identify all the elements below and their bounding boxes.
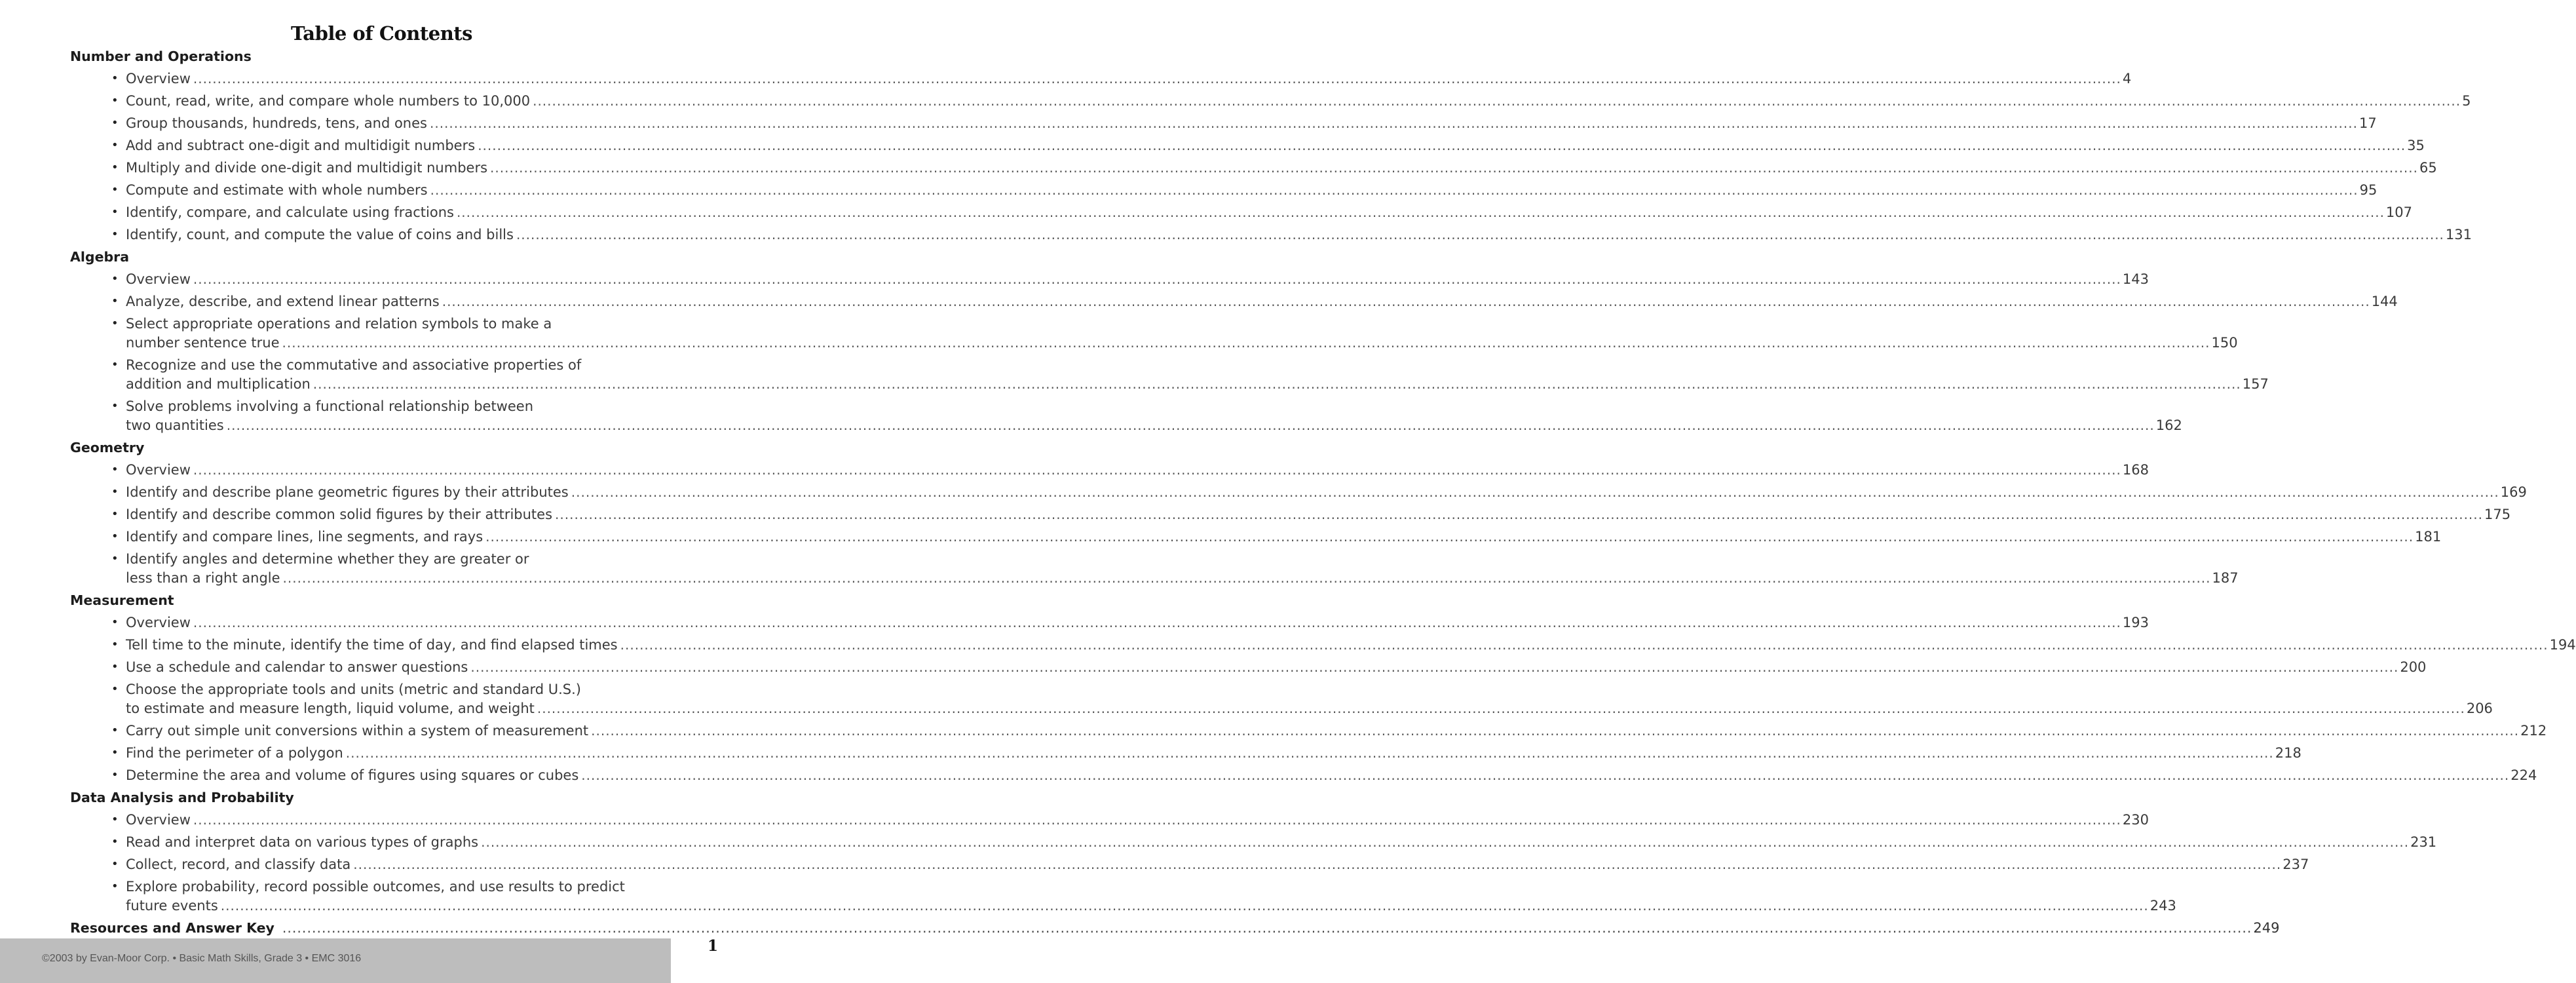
dot-leader: ................................................................................................................................................................................................................................................................................................................................................................................................................ — [282, 570, 2211, 586]
entry-page-number: 231 — [2410, 834, 2437, 850]
section-heading: Data Analysis and Probability — [70, 790, 294, 805]
bullet-icon: • — [111, 138, 119, 152]
toc-entry — [70, 481, 2527, 503]
entry-page-number: 107 — [2385, 204, 2413, 220]
entry-page-number: 230 — [2122, 812, 2149, 828]
entry-label: Compute and estimate with whole numbers — [126, 182, 428, 198]
dot-leader: ................................................................................................................................................................................................................................................................................................................................................................................................................ — [581, 767, 2510, 783]
entry-label-line: Solve problems involving a functional relationship between — [126, 398, 534, 414]
entry-page-number: 144 — [2371, 294, 2398, 309]
entry-page-number: 243 — [2150, 898, 2176, 914]
toc-entry — [70, 809, 2149, 831]
toc-entry — [70, 526, 2442, 548]
entry-label: Determine the area and volume of figures using squares or cubes — [126, 767, 579, 783]
toc-entry — [70, 876, 2176, 917]
bullet-icon: • — [111, 746, 119, 760]
entry-page-number: 150 — [2211, 335, 2238, 351]
entry-label: addition and multiplication — [126, 376, 311, 392]
footer-copyright: ©2003 by Evan-Moor Corp. • Basic Math Skills, Grade 3 • EMC 3016 — [42, 953, 362, 964]
dot-leader: ................................................................................................................................................................................................................................................................................................................................................................................................................ — [485, 529, 2414, 545]
bullet-icon: • — [111, 835, 119, 849]
bullet-icon: • — [111, 813, 119, 826]
entry-label: Analyze, describe, and extend linear patterns — [126, 294, 440, 309]
entry-page-number: 181 — [2415, 529, 2442, 545]
dot-leader: ................................................................................................................................................................................................................................................................................................................................................................................................................ — [490, 160, 2418, 176]
dot-leader: ................................................................................................................................................................................................................................................................................................................................................................................................................ — [456, 204, 2385, 220]
dot-leader: ................................................................................................................................................................................................................................................................................................................................................................................................................ — [429, 115, 2358, 131]
dot-leader: ................................................................................................................................................................................................................................................................................................................................................................................................................ — [470, 659, 2399, 675]
dot-leader: ................................................................................................................................................................................................................................................................................................................................................................................................................ — [430, 182, 2358, 198]
entry-label: less than a right angle — [126, 570, 280, 586]
toc-entry — [70, 67, 2132, 90]
bullet-icon: • — [111, 399, 119, 413]
entry-page-number: 169 — [2500, 484, 2527, 500]
toc-entry — [70, 112, 2377, 134]
entry-label: to estimate and measure length, liquid volume, and weight — [126, 701, 535, 716]
entry-label: Identify, compare, and calculate using fractions — [126, 204, 454, 220]
entry-label: number sentence true — [126, 335, 280, 351]
entry-label-line: Identify angles and determine whether they are greater or — [126, 551, 529, 567]
toc-entry — [70, 548, 2239, 589]
entry-label-line: Select appropriate operations and relation symbols to make a — [126, 316, 552, 332]
dot-leader: ................................................................................................................................................................................................................................................................................................................................................................................................................ — [282, 920, 2252, 936]
dot-leader: ................................................................................................................................................................................................................................................................................................................................................................................................................ — [571, 484, 2499, 500]
toc-entry — [70, 742, 2301, 764]
entry-label-line: Explore probability, record possible outcomes, and use results to predict — [126, 879, 625, 895]
entry-page-number: 65 — [2419, 160, 2437, 176]
bullet-icon: • — [111, 530, 119, 543]
dot-leader: ................................................................................................................................................................................................................................................................................................................................................................................................................ — [226, 417, 2155, 433]
entry-label: two quantities — [126, 417, 224, 433]
entry-page-number: 95 — [2359, 182, 2377, 198]
bullet-icon: • — [111, 660, 119, 674]
toc-entry — [70, 313, 2238, 354]
dot-leader: ................................................................................................................................................................................................................................................................................................................................................................................................................ — [313, 376, 2241, 392]
entry-page-number: 143 — [2122, 271, 2149, 287]
toc-entry — [70, 656, 2427, 678]
entry-label: Tell time to the minute, identify the time of day, and find elapsed times — [126, 637, 618, 653]
bullet-icon: • — [111, 317, 119, 330]
footer-bar — [0, 938, 671, 983]
toc-entry — [70, 503, 2511, 526]
entry-page-number: 17 — [2358, 115, 2377, 131]
bullet-icon: • — [111, 227, 119, 241]
dot-leader: ................................................................................................................................................................................................................................................................................................................................................................................................................ — [533, 93, 2461, 109]
entry-label: Identify and describe common solid figures by their attributes — [126, 507, 553, 522]
bullet-icon: • — [111, 205, 119, 219]
bullet-icon: • — [111, 463, 119, 476]
toc-entry — [70, 290, 2398, 313]
table-of-contents — [70, 45, 2576, 939]
toc-entry — [70, 853, 2309, 876]
dot-leader: ................................................................................................................................................................................................................................................................................................................................................................................................................ — [193, 462, 2121, 478]
toc-entry — [70, 634, 2576, 656]
toc-entry — [70, 720, 2547, 742]
dot-leader: ................................................................................................................................................................................................................................................................................................................................................................................................................ — [516, 227, 2444, 242]
entry-label: Identify, count, and compute the value of coins and bills — [126, 227, 514, 242]
dot-leader: ................................................................................................................................................................................................................................................................................................................................................................................................................ — [537, 701, 2465, 716]
dot-leader: ................................................................................................................................................................................................................................................................................................................................................................................................................ — [193, 812, 2121, 828]
toc-entry — [70, 134, 2425, 157]
entry-label: Use a schedule and calendar to answer questions — [126, 659, 468, 675]
page-number: 1 — [708, 937, 719, 955]
bullet-icon: • — [111, 183, 119, 197]
page-title: Table of Contents — [290, 22, 472, 45]
entry-page-number: 206 — [2466, 701, 2493, 716]
entry-label: Overview — [126, 71, 191, 87]
dot-leader: ................................................................................................................................................................................................................................................................................................................................................................................................................ — [555, 507, 2483, 522]
bullet-icon: • — [111, 272, 119, 286]
bullet-icon: • — [111, 552, 119, 566]
entry-page-number: 218 — [2275, 745, 2301, 761]
toc-entry — [70, 611, 2149, 634]
bullet-icon: • — [111, 723, 119, 737]
toc-entry — [70, 179, 2377, 201]
section-heading: Measurement — [70, 592, 174, 608]
toc-entry — [70, 459, 2149, 481]
entry-page-number: 200 — [2400, 659, 2427, 675]
entry-label: Overview — [126, 812, 191, 828]
toc-entry — [70, 201, 2413, 223]
entry-label: future events — [126, 898, 218, 914]
resources-label: Resources and Answer Key — [70, 920, 275, 936]
entry-label: Add and subtract one-digit and multidigit numbers — [126, 138, 476, 153]
entry-page-number: 162 — [2155, 417, 2182, 433]
entry-label: Collect, record, and classify data — [126, 857, 351, 872]
bullet-icon: • — [111, 507, 119, 521]
entry-page-number: 224 — [2510, 767, 2537, 783]
bullet-icon: • — [111, 294, 119, 308]
toc-entry — [70, 157, 2437, 179]
entry-label: Read and interpret data on various types of graphs — [126, 834, 479, 850]
section-heading: Number and Operations — [70, 48, 252, 64]
entry-label: Identify and describe plane geometric figures by their attributes — [126, 484, 569, 500]
bullet-icon: • — [111, 879, 119, 893]
entry-label: Count, read, write, and compare whole numbers to 10,000 — [126, 93, 531, 109]
entry-label-line: Recognize and use the commutative and associative properties of — [126, 357, 582, 373]
section-heading: Geometry — [70, 440, 145, 455]
toc-entry — [70, 678, 2493, 720]
dot-leader: ................................................................................................................................................................................................................................................................................................................................................................................................................ — [220, 898, 2149, 914]
entry-page-number: 157 — [2242, 376, 2269, 392]
entry-label-line: Choose the appropriate tools and units (metric and standard U.S.) — [126, 682, 581, 697]
entry-label: Identify and compare lines, line segments, and rays — [126, 529, 483, 545]
entry-label: Multiply and divide one-digit and multidigit numbers — [126, 160, 488, 176]
bullet-icon: • — [111, 116, 119, 130]
entry-label: Carry out simple unit conversions within a system of measurement — [126, 723, 589, 739]
entry-page-number: 237 — [2282, 857, 2309, 872]
toc-entry — [70, 354, 2269, 395]
entry-page-number: 193 — [2122, 615, 2149, 630]
resources-heading — [70, 917, 2280, 939]
bullet-icon: • — [111, 358, 119, 372]
dot-leader: ................................................................................................................................................................................................................................................................................................................................................................................................................ — [193, 271, 2121, 287]
dot-leader: ................................................................................................................................................................................................................................................................................................................................................................................................................ — [345, 745, 2274, 761]
entry-label: Overview — [126, 271, 191, 287]
toc-entry — [70, 268, 2149, 290]
bullet-icon: • — [111, 615, 119, 629]
dot-leader: ................................................................................................................................................................................................................................................................................................................................................................................................................ — [193, 615, 2121, 630]
bullet-icon: • — [111, 857, 119, 871]
entry-page-number: 194 — [2549, 637, 2576, 653]
bullet-icon: • — [111, 161, 119, 174]
toc-entry — [70, 223, 2472, 246]
dot-leader: ................................................................................................................................................................................................................................................................................................................................................................................................................ — [591, 723, 2520, 739]
dot-leader: ................................................................................................................................................................................................................................................................................................................................................................................................................ — [193, 71, 2121, 87]
bullet-icon: • — [111, 638, 119, 651]
dot-leader: ................................................................................................................................................................................................................................................................................................................................................................................................................ — [620, 637, 2548, 653]
dot-leader: ................................................................................................................................................................................................................................................................................................................................................................................................................ — [282, 335, 2210, 351]
entry-label: Group thousands, hundreds, tens, and ones — [126, 115, 427, 131]
entry-page-number: 131 — [2445, 227, 2472, 242]
dot-leader: ................................................................................................................................................................................................................................................................................................................................................................................................................ — [353, 857, 2282, 872]
bullet-icon: • — [111, 94, 119, 107]
entry-label: Find the perimeter of a polygon — [126, 745, 343, 761]
toc-entry — [70, 831, 2437, 853]
dot-leader: ................................................................................................................................................................................................................................................................................................................................................................................................................ — [442, 294, 2370, 309]
resources-page-number: 249 — [2253, 920, 2280, 936]
entry-label: Overview — [126, 615, 191, 630]
section-heading: Algebra — [70, 249, 130, 265]
entry-page-number: 35 — [2407, 138, 2425, 153]
entry-page-number: 5 — [2462, 93, 2471, 109]
entry-page-number: 212 — [2520, 723, 2547, 739]
dot-leader: ................................................................................................................................................................................................................................................................................................................................................................................................................ — [481, 834, 2410, 850]
entry-page-number: 168 — [2122, 462, 2149, 478]
entry-page-number: 187 — [2212, 570, 2239, 586]
toc-entry — [70, 395, 2182, 436]
entry-page-number: 175 — [2484, 507, 2511, 522]
bullet-icon: • — [111, 71, 119, 85]
bullet-icon: • — [111, 682, 119, 696]
bullet-icon: • — [111, 485, 119, 499]
dot-leader: ................................................................................................................................................................................................................................................................................................................................................................................................................ — [478, 138, 2406, 153]
entry-page-number: 4 — [2122, 71, 2132, 87]
toc-entry — [70, 90, 2471, 112]
toc-entry — [70, 764, 2537, 786]
bullet-icon: • — [111, 768, 119, 782]
entry-label: Overview — [126, 462, 191, 478]
